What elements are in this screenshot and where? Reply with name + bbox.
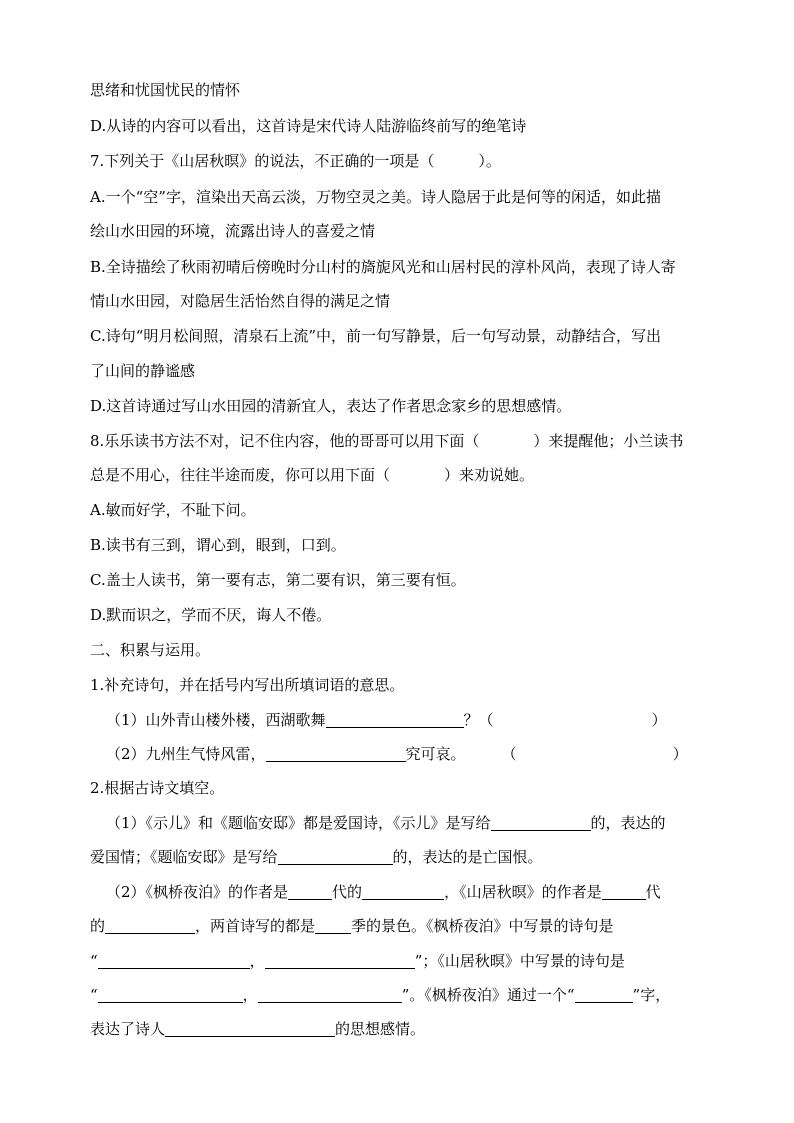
p2-text-b: 代的 — [332, 883, 363, 901]
p2-text-a: （2）《枫桥夜泊》的作者是 — [106, 883, 289, 901]
fill-blank[interactable] — [288, 883, 332, 900]
fill-blank[interactable] — [362, 883, 444, 900]
item2-text: （2）九州生气恃风雷， — [106, 745, 266, 763]
fill-blank[interactable] — [278, 848, 393, 865]
item1-text-b: ？（ — [463, 711, 494, 729]
s2-q2-p2-line5 — [90, 1019, 425, 1039]
q6-continuation: 思绪和忧国忧民的情怀 — [90, 81, 241, 99]
q8-option-b: B.读书有三到，谓心到，眼到，口到。 — [90, 536, 346, 554]
s2-q2-p2-line3 — [90, 951, 625, 971]
fill-blank[interactable] — [326, 711, 464, 728]
fill-blank[interactable] — [315, 917, 351, 934]
q8-text-2b: ）来劝说她。 — [444, 466, 535, 484]
q8-option-d: D.默而识之，学而不厌，诲人不倦。 — [90, 606, 332, 624]
section-2-title: 二、积累与运用。 — [90, 641, 211, 659]
fill-blank[interactable] — [575, 986, 633, 1003]
q7-option-c-line1: C.诗句“明月松间照，清泉石上流”中，前一句写静景，后一句写动景，动静结合，写出 — [90, 327, 662, 345]
fill-blank[interactable] — [265, 952, 415, 969]
p2-text-o: 表达了诗人 — [90, 1020, 166, 1038]
p1-text-c: 爱国情；《题临安邸》是写给 — [90, 848, 278, 866]
open-quote: “ — [90, 952, 98, 970]
item2-text-c: （ — [501, 745, 517, 763]
q7-option-b-line1: B.全诗描绘了秋雨初晴后傍晚时分山村的旖旎风光和山居村民的淳朴风尚，表现了诗人寄 — [90, 258, 676, 276]
s2-q2-p1-line1 — [106, 813, 666, 833]
s2-q2-p2-line1 — [106, 882, 661, 902]
fill-blank[interactable] — [602, 883, 646, 900]
p2-text-p: 的思想感情。 — [335, 1020, 426, 1038]
q6-option-d: D.从诗的内容可以看出，这首诗是宋代诗人陆游临终前写的绝笔诗 — [90, 117, 527, 135]
fill-blank[interactable] — [165, 1020, 335, 1037]
p1-text-b: 的，表达的 — [590, 814, 666, 832]
q7-option-b-line2: 情山水田园，对隐居生活怡然自得的满足之情 — [90, 292, 391, 310]
item1-text-c: ） — [651, 711, 667, 729]
item2-text-d: ） — [672, 745, 688, 763]
fill-blank[interactable] — [105, 917, 195, 934]
q8-text-1a: 8.乐乐读书方法不对，记不住内容，他的哥哥可以用下面（ — [90, 432, 480, 450]
comma: ， — [249, 952, 265, 970]
q7-option-d: D.这首诗通过写山水田园的清新宜人，表达了作者思念家乡的思想感情。 — [90, 397, 572, 415]
s2-q2-p2-line2 — [90, 916, 614, 936]
q8-option-c: C.盖士人读书，第一要有志，第二要有识，第三要有恒。 — [90, 571, 466, 589]
q8-text-1b: ）来提醒他；小兰读书 — [533, 432, 684, 450]
item2-text-b: 究可哀。 — [405, 745, 466, 763]
p2-text-f: ，两首诗写的都是 — [195, 917, 316, 935]
q7-option-a-line2: 绘山水田园的环境，流露出诗人的喜爱之情 — [90, 222, 376, 240]
p2-text-m: ”。《枫桥夜泊》通过一个“ — [401, 986, 575, 1004]
fill-blank[interactable] — [266, 745, 406, 762]
p2-text-e: 的 — [90, 917, 106, 935]
p2-text-d: 代 — [645, 883, 661, 901]
p2-text-g: 季的景色。《枫桥夜泊》中写景的诗句是 — [351, 917, 614, 935]
s2-q2-p1-line2 — [90, 847, 543, 867]
p1-text-d: 的，表达的是亡国恨。 — [392, 848, 543, 866]
q7-stem-text: 7.下列关于《山居秋暝》的说法，不正确的一项是（ — [90, 152, 435, 170]
s2-q2-stem: 2.根据古诗文填空。 — [90, 779, 225, 797]
p2-text-c: ，《山居秋暝》的作者是 — [444, 883, 602, 901]
s2-q1-item2 — [106, 744, 688, 764]
item1-text: （1）山外青山楼外楼，西湖歌舞 — [106, 711, 326, 729]
q8-stem-line2 — [90, 465, 534, 485]
q7-option-a-line1: A.一个“空”字，渲染出天高云淡，万物空灵之美。诗人隐居于此是何等的闲适，如此描 — [90, 188, 661, 206]
s2-q1-item1 — [106, 710, 667, 730]
q8-stem-line1 — [90, 431, 683, 451]
q7-option-c-line2: 了山间的静谧感 — [90, 362, 196, 380]
comma: ， — [242, 986, 258, 1004]
q7-stem-end: ）。 — [478, 152, 501, 170]
q8-option-a: A.敏而好学，不耻下问。 — [90, 501, 256, 519]
q7-stem — [90, 151, 501, 171]
fill-blank[interactable] — [98, 952, 250, 969]
s2-q2-p2-line4 — [90, 985, 670, 1005]
p2-text-n: ”字， — [632, 986, 671, 1004]
p2-text-j: ”；《山居秋暝》中写景的诗句是 — [414, 952, 625, 970]
open-quote: “ — [90, 986, 98, 1004]
p1-text-a: （1）《示儿》和《题临安邸》都是爱国诗，《示儿》是写给 — [106, 814, 491, 832]
fill-blank[interactable] — [258, 986, 402, 1003]
fill-blank[interactable] — [491, 814, 591, 831]
fill-blank[interactable] — [98, 986, 243, 1003]
q8-text-2a: 总是不用心，往往半途而废，你可以用下面（ — [90, 466, 391, 484]
s2-q1-stem: 1.补充诗句，并在括号内写出所填词语的意思。 — [90, 676, 405, 694]
